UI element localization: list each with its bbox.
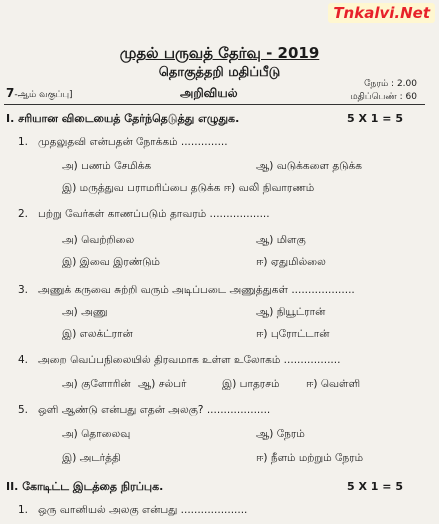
q5-option-a: அ) தொலைவு [62, 428, 131, 440]
q4-option-d: ஈ) வெள்ளி [306, 378, 361, 390]
question-2-text: பற்று வேர்கள் காணப்படும் தாவரம் .................. [38, 208, 270, 220]
max-marks-label: மதிப்பெண் : 60 [350, 92, 417, 102]
q2-option-c: இ) இவை இரண்டும் [62, 256, 161, 268]
subject-label: அறிவியல் [180, 86, 238, 100]
q4-option-c: இ) பாதரசம் [222, 378, 280, 390]
question-1-text: முதலுதவி என்பதன் நோக்கம் .............. [38, 136, 228, 148]
section-2-title: II. கோடிட்ட இடத்தை நிரப்புக. [6, 480, 164, 493]
q2-option-d: ஈ) ஏதுமில்லை [256, 256, 326, 268]
question-5: 5. ஒளி ஆண்டு என்பது எதன் அலகு? ................... [18, 404, 271, 416]
class-suffix: -ஆம் வகுப்பு] [14, 90, 73, 100]
q2-option-a: அ) வெற்றிலை [62, 234, 135, 246]
section-1-title: I. சரியான விடையைத் தேர்ந்தெடுத்து எழுதுக. [6, 112, 240, 125]
q5-option-b: ஆ) நேரம் [256, 428, 305, 440]
question-3: 3. அணுக் கருவை சுற்றி வரும் அடிப்படை அணுத்துகள் ................... [18, 284, 355, 296]
q3-option-d: ஈ) புரோட்டான் [256, 328, 330, 340]
question-4: 4. அறை வெப்பநிலையில் திரவமாக உள்ள உலோகம் ................. [18, 354, 341, 366]
q3-option-c: இ) எலக்ட்ரான் [62, 328, 133, 340]
q1-option-cd: இ) மருத்துவ பராமரிப்பை தடுக்க ஈ) வலி நிவாரணம் [62, 182, 315, 194]
q5-option-d: ஈ) நீளம் மற்றும் நேரம் [256, 452, 364, 464]
q2-option-b: ஆ) மிளகு [256, 234, 306, 246]
exam-subtitle: தொகுத்தறி மதிப்பீடு [158, 65, 281, 80]
q1-option-a: அ) பணம் சேமிக்க [62, 160, 152, 172]
q1-option-b: ஆ) வடுக்களை தடுக்க [256, 160, 362, 172]
time-label: நேரம் : 2.00 [364, 79, 417, 89]
question-5-text: ஒளி ஆண்டு என்பது எதன் அலகு? ................... [38, 404, 271, 416]
q3-option-a: அ) அணு [62, 306, 108, 318]
q4-option-a: அ) குளோரின் [62, 378, 131, 390]
q3-option-b: ஆ) நியூட்ரான் [256, 306, 326, 318]
header-rule [4, 104, 425, 105]
class-label [6, 86, 73, 101]
question-3-text: அணுக் கருவை சுற்றி வரும் அடிப்படை அணுத்துகள் ................... [38, 284, 355, 296]
question-4-text: அறை வெப்பநிலையில் திரவமாக உள்ள உலோகம் ................. [38, 354, 341, 366]
section-2-question-1: 1. ஒரு வானியல் அலகு என்பது .................... [18, 504, 248, 516]
question-2: 2. பற்று வேர்கள் காணப்படும் தாவரம் .................. [18, 208, 270, 220]
section-2-marks: 5 X 1 = 5 [347, 480, 403, 493]
exam-meta [350, 78, 417, 104]
site-watermark: Tnkalvi.Net [328, 3, 435, 23]
section-1-marks: 5 X 1 = 5 [347, 112, 403, 125]
q4-option-b: ஆ) சல்பர் [138, 378, 187, 390]
class-number: 7 [6, 86, 15, 100]
exam-title: முதல் பருவத் தேர்வு - 2019 [119, 44, 320, 62]
section-2-question-1-text: ஒரு வானியல் அலகு என்பது .................... [38, 504, 248, 516]
q5-option-c: இ) அடர்த்தி [62, 452, 121, 464]
question-1: 1. முதலுதவி என்பதன் நோக்கம் .............. [18, 136, 228, 148]
